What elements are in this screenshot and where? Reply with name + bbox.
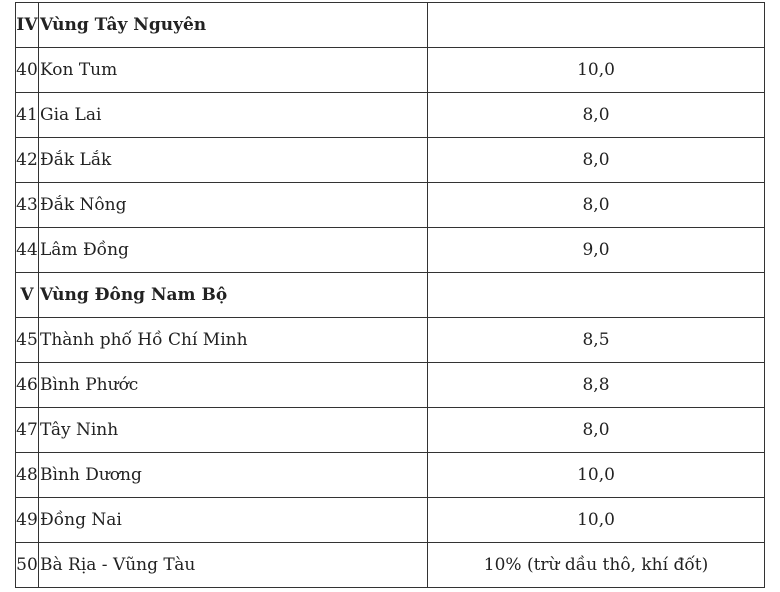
table-row: [16, 363, 765, 408]
province-value: 8,0: [428, 93, 765, 138]
region-table-container: [15, 2, 765, 588]
province-value: 10,0: [428, 48, 765, 93]
province-name: Đắk Nông: [39, 183, 428, 228]
table-row: [16, 408, 765, 453]
section-value: [428, 3, 765, 48]
province-value: 10% (trừ dầu thô, khí đốt): [428, 543, 765, 588]
table-row: [16, 228, 765, 273]
row-number: 45: [16, 318, 39, 363]
table-row: [16, 48, 765, 93]
province-value: 9,0: [428, 228, 765, 273]
section-title: Vùng Đông Nam Bộ: [39, 273, 428, 318]
province-name: Tây Ninh: [39, 408, 428, 453]
province-name: Đồng Nai: [39, 498, 428, 543]
province-name: Đắk Lắk: [39, 138, 428, 183]
row-number: 42: [16, 138, 39, 183]
province-name: Bình Phước: [39, 363, 428, 408]
row-number: 47: [16, 408, 39, 453]
province-name: Lâm Đồng: [39, 228, 428, 273]
table-row: [16, 183, 765, 228]
row-number: 49: [16, 498, 39, 543]
province-value: 10,0: [428, 498, 765, 543]
province-name: Gia Lai: [39, 93, 428, 138]
province-value: 8,0: [428, 138, 765, 183]
row-number: 50: [16, 543, 39, 588]
table-row: [16, 138, 765, 183]
table-row: [16, 498, 765, 543]
province-value: 8,8: [428, 363, 765, 408]
table-row: [16, 93, 765, 138]
row-number: 48: [16, 453, 39, 498]
province-value: 10,0: [428, 453, 765, 498]
row-number: 41: [16, 93, 39, 138]
section-number: V: [16, 273, 39, 318]
region-growth-table: [15, 2, 765, 588]
province-name: Bà Rịa - Vũng Tàu: [39, 543, 428, 588]
province-name: Kon Tum: [39, 48, 428, 93]
table-row: [16, 318, 765, 363]
section-value: [428, 273, 765, 318]
table-section-row: [16, 273, 765, 318]
table-section-row: [16, 3, 765, 48]
province-name: Bình Dương: [39, 453, 428, 498]
section-title: Vùng Tây Nguyên: [39, 3, 428, 48]
row-number: 43: [16, 183, 39, 228]
row-number: 44: [16, 228, 39, 273]
row-number: 46: [16, 363, 39, 408]
section-number: IV: [16, 3, 39, 48]
row-number: 40: [16, 48, 39, 93]
province-value: 8,5: [428, 318, 765, 363]
province-value: 8,0: [428, 408, 765, 453]
table-row: [16, 543, 765, 588]
province-value: 8,0: [428, 183, 765, 228]
province-name: Thành phố Hồ Chí Minh: [39, 318, 428, 363]
table-row: [16, 453, 765, 498]
